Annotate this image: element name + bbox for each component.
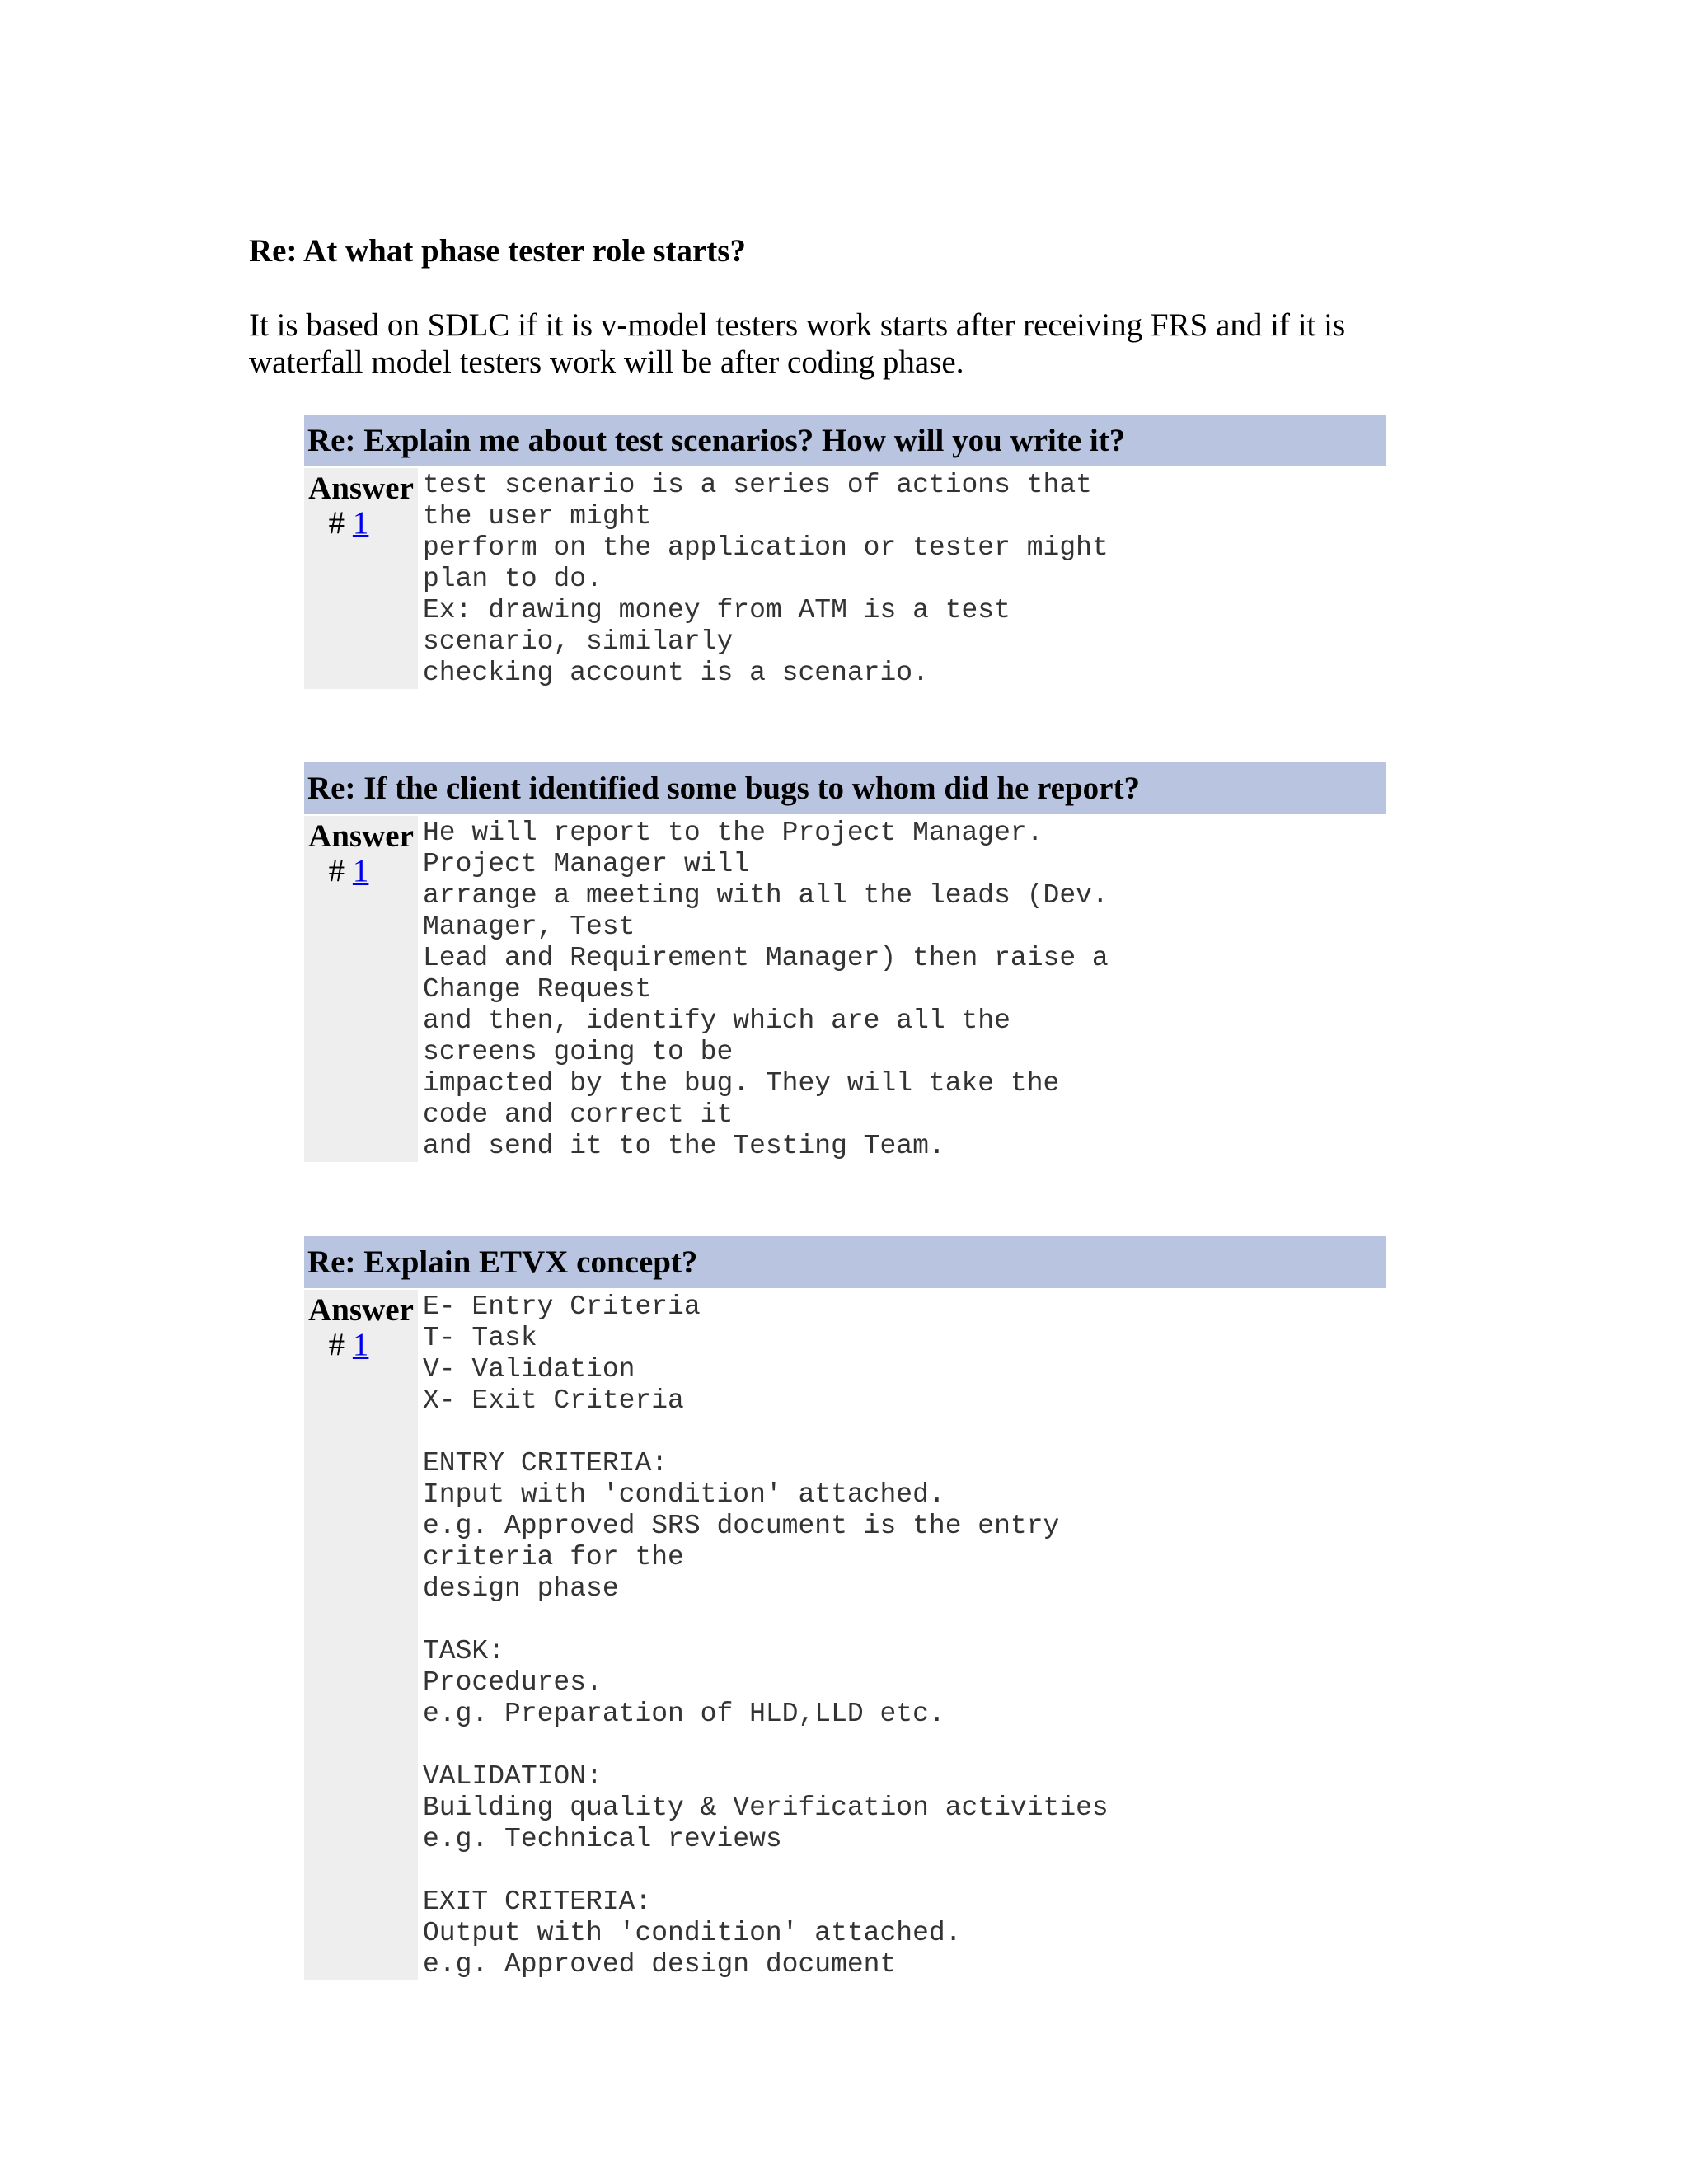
answer-hash: #	[328, 853, 345, 888]
qa-question-header: Re: If the client identified some bugs to whom did he report?	[304, 762, 1386, 814]
qa-question-header: Re: Explain ETVX concept?	[304, 1236, 1386, 1288]
answer-label: Answer	[308, 471, 414, 506]
qa-answer-row	[304, 468, 1386, 689]
intro-question-title: Re: At what phase tester role starts?	[249, 233, 746, 269]
answer-number-link[interactable]: 1	[352, 853, 369, 888]
answer-text: E- Entry Criteria T- Task V- Validation X- Exit Criteria ENTRY CRITERIA: Input with 'condition' attached. e.g. Approved SRS document is the entry criteria for the design phase TASK: Procedures. e.g. Preparation of HLD,LLD etc. VALIDATION: Building quality & Verification activities e.g. Technical reviews EXIT CRITERIA: Output with 'condition' attached. e.g. Approved design document	[423, 1291, 1109, 1980]
answer-label: Answer	[308, 818, 414, 854]
answer-label-cell	[304, 816, 418, 1162]
answer-label-cell	[304, 1290, 418, 1980]
qa-block-etvx-concept	[304, 1236, 1386, 1980]
qa-block-test-scenarios	[304, 415, 1386, 689]
answer-label-cell	[304, 468, 418, 689]
qa-question-header: Re: Explain me about test scenarios? How will you write it?	[304, 415, 1386, 466]
answer-number	[304, 506, 418, 541]
answer-hash: #	[328, 1327, 345, 1362]
answer-text: He will report to the Project Manager. Project Manager will arrange a meeting with all the leads (Dev. Manager, Test Lead and Requirement Manager) then raise a Change Request and then, identify which are all the screens going to be impacted by the bug. They will take the code and correct it and send it to the Testing Team.	[423, 818, 1109, 1161]
answer-number-link[interactable]: 1	[352, 1327, 369, 1362]
answer-text: test scenario is a series of actions that the user might perform on the application or tester might plan to do. Ex: drawing money from ATM is a test scenario, similarly checking account is a scenario.	[423, 470, 1109, 688]
qa-answer-row	[304, 816, 1386, 1162]
answer-number-link[interactable]: 1	[352, 505, 369, 541]
answer-number	[304, 1328, 418, 1362]
intro-answer-text: It is based on SDLC if it is v-model testers work starts after receiving FRS and if it is waterfall model testers work will be after coding phase.	[249, 307, 1346, 380]
answer-number	[304, 854, 418, 888]
qa-answer-row	[304, 1290, 1386, 1980]
answer-hash: #	[328, 505, 345, 541]
qa-block-client-bugs	[304, 762, 1386, 1162]
answer-label: Answer	[308, 1292, 414, 1328]
